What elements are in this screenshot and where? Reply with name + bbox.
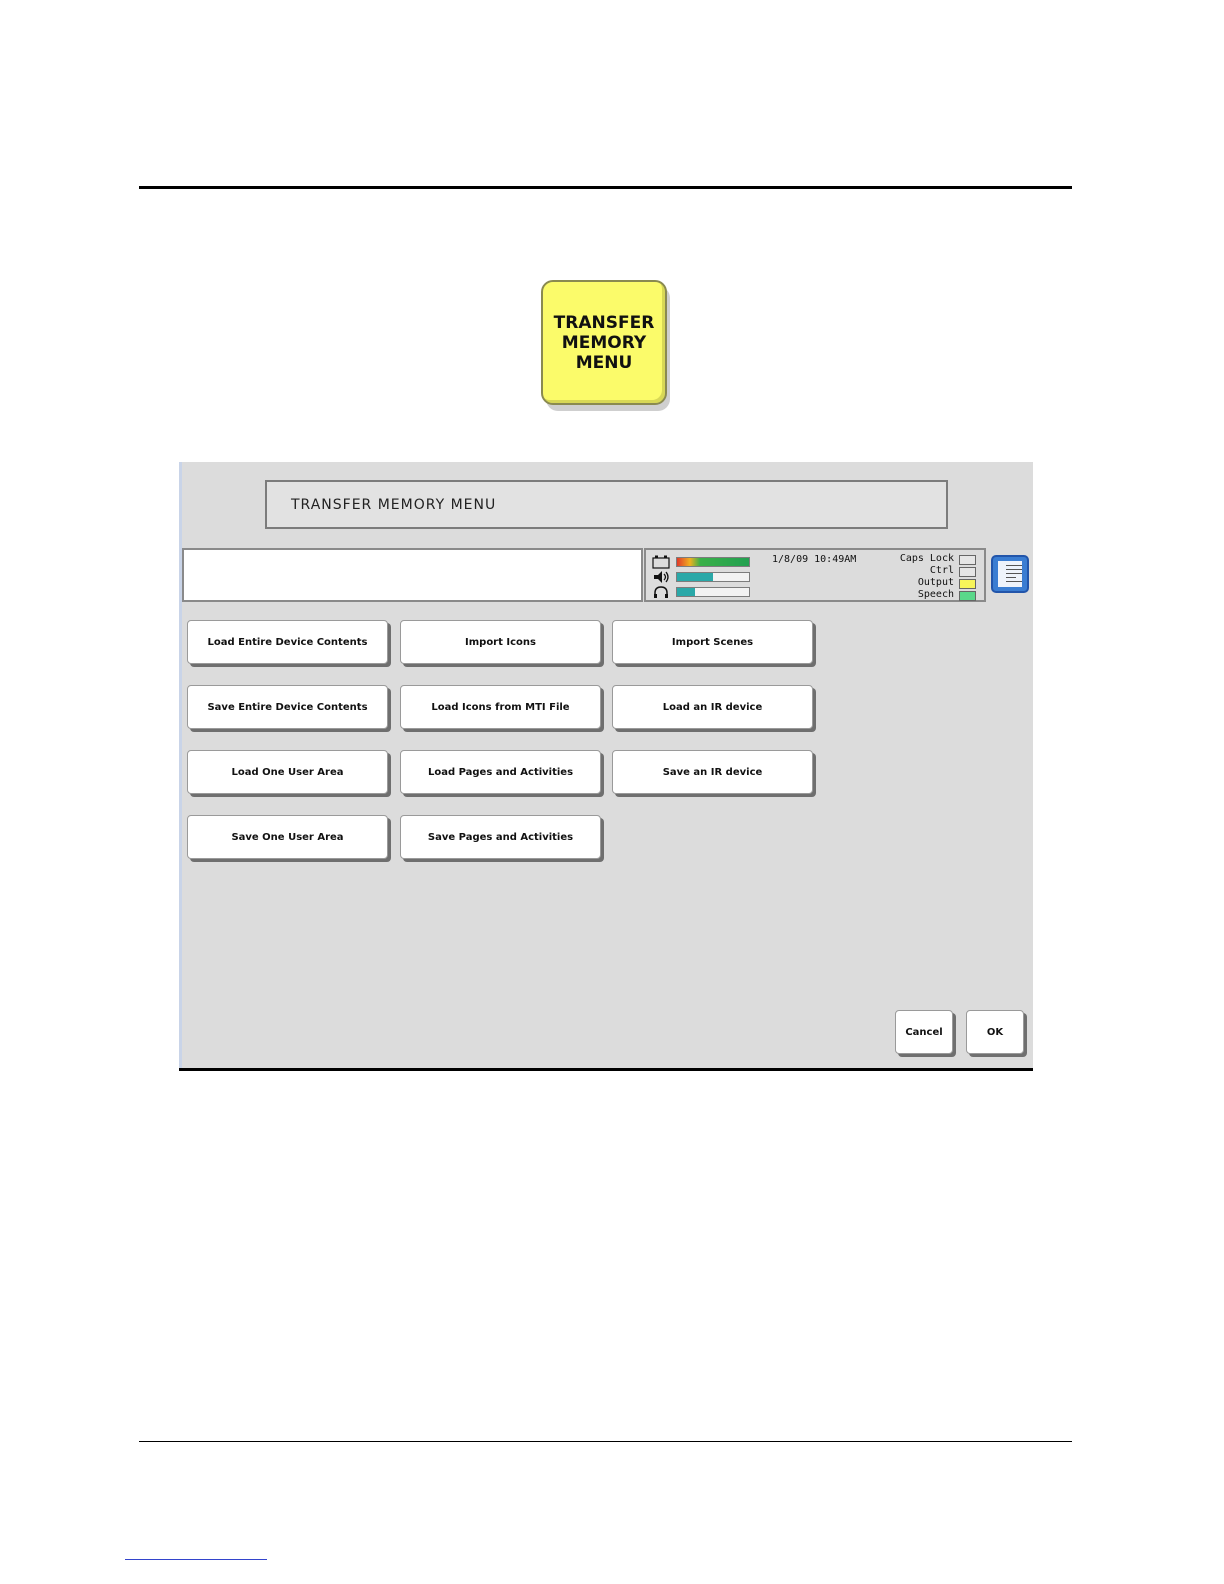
indicator-label-caps-lock: Caps Lock: [899, 553, 954, 564]
save-pages-and-activities-button[interactable]: Save Pages and Activities: [400, 815, 601, 859]
document-line: [1006, 577, 1016, 578]
ok-button[interactable]: OK: [966, 1010, 1024, 1054]
indicator-label-output: Output: [917, 577, 954, 588]
load-pages-and-activities-button[interactable]: Load Pages and Activities: [400, 750, 601, 794]
speech-indicator: [959, 591, 976, 601]
document-line: [1006, 569, 1022, 570]
battery-icon: [652, 555, 670, 569]
load-entire-device-contents-button[interactable]: Load Entire Device Contents: [187, 620, 388, 664]
import-scenes-button[interactable]: Import Scenes: [612, 620, 813, 664]
speaker-icon: [652, 570, 670, 584]
document-line: [1006, 573, 1022, 574]
indicator-label-ctrl: Ctrl: [929, 565, 954, 576]
save-ir-device-button[interactable]: Save an IR device: [612, 750, 813, 794]
headphone-bar: [676, 587, 750, 597]
load-ir-device-button[interactable]: Load an IR device: [612, 685, 813, 729]
status-panel: [644, 548, 986, 602]
volume-bar: [676, 572, 750, 582]
cancel-button[interactable]: Cancel: [895, 1010, 953, 1054]
key-label: TRANSFER MEMORY MENU: [553, 312, 655, 373]
document-line: [1006, 565, 1022, 566]
footer-link-underline: [125, 1559, 267, 1560]
load-icons-from-mti-file-button[interactable]: Load Icons from MTI File: [400, 685, 601, 729]
save-one-user-area-button[interactable]: Save One User Area: [187, 815, 388, 859]
headphone-icon: [652, 585, 670, 599]
load-one-user-area-button[interactable]: Load One User Area: [187, 750, 388, 794]
output-indicator: [959, 579, 976, 589]
window-title: TRANSFER MEMORY MENU: [291, 497, 497, 513]
title-bar: [265, 480, 948, 529]
page-footer-rule: [139, 1441, 1072, 1442]
document-icon: [998, 561, 1022, 587]
import-icons-button[interactable]: Import Icons: [400, 620, 601, 664]
device-screen: [179, 462, 1033, 1071]
message-window[interactable]: [182, 548, 643, 602]
ctrl-indicator: [959, 567, 976, 577]
save-entire-device-contents-button[interactable]: Save Entire Device Contents: [187, 685, 388, 729]
message-window-app-icon[interactable]: [991, 555, 1029, 593]
battery-bar-fill: [677, 558, 749, 566]
document-line: [1006, 581, 1022, 582]
caps-lock-indicator: [959, 555, 976, 565]
headphone-bar-fill: [677, 588, 695, 596]
transfer-memory-menu-key[interactable]: [541, 280, 667, 405]
battery-bar: [676, 557, 750, 567]
page-header-rule: [139, 186, 1072, 189]
indicator-label-speech: Speech: [917, 589, 954, 600]
volume-bar-fill: [677, 573, 713, 581]
date-time: 1/8/09 10:49AM: [772, 554, 857, 565]
